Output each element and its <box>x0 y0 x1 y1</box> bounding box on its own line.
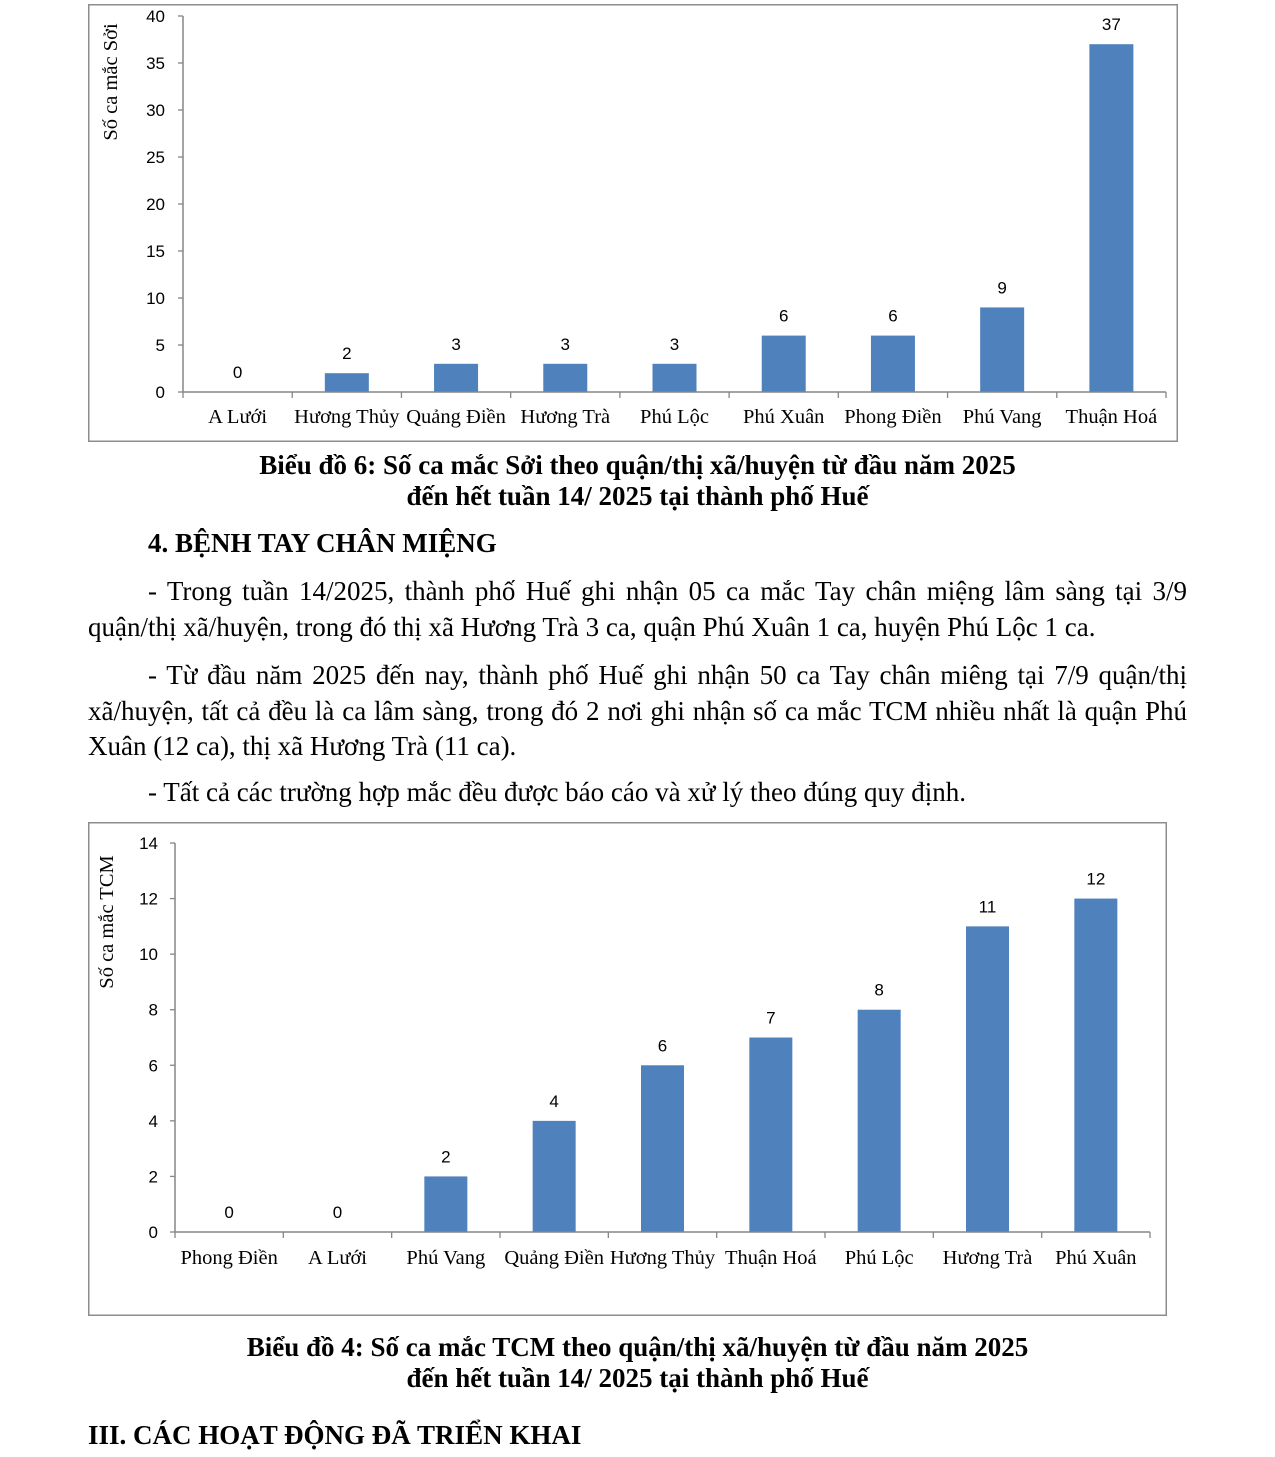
hfmd-chart-bar-value-label: 0 <box>224 1203 234 1222</box>
measles-chart-category-label: Hương Thủy <box>294 406 400 428</box>
measles-chart-bar <box>543 364 587 392</box>
measles-chart-category-label: Quảng Điền <box>406 406 506 428</box>
paragraph-weekly-cases: - Trong tuần 14/2025, thành phố Huế ghi nhận 05 ca mắc Tay chân miệng lâm sàng tại 3/9 quận/thị xã/huyện, trong đó thị xã Hương Trà 3 ca, quận Phú Xuân 1 ca, huyện Phú Lộc 1 ca. <box>88 576 1187 642</box>
measles-chart-y-tick-label: 20 <box>146 195 165 214</box>
hfmd-chart-bar-value-label: 2 <box>441 1147 451 1167</box>
hfmd-chart-caption-line1: Biểu đồ 4: Số ca mắc TCM theo quận/thị xã/huyện từ đầu năm 2025 <box>246 1332 1029 1362</box>
measles-chart-bar <box>762 336 806 392</box>
measles-chart-bar-value-label: 3 <box>451 334 461 354</box>
measles-chart-y-tick-label: 25 <box>146 148 165 167</box>
measles-chart-bar <box>325 373 369 392</box>
measles-chart-bar-value-label: 6 <box>778 306 789 326</box>
hfmd-chart-category-label: Phú Lộc <box>844 1247 914 1269</box>
measles-chart-bar-value-label: 2 <box>342 344 352 364</box>
paragraph-reporting: - Tất cả các trường hợp mắc đều được báo cáo và xử lý theo đúng quy định. <box>148 777 966 807</box>
hfmd-chart-bar-value-label: 7 <box>766 1008 776 1028</box>
hfmd-chart-bar <box>1074 899 1117 1232</box>
measles-chart-bar-value-label: 3 <box>669 334 680 354</box>
hfmd-chart-y-tick-label: 0 <box>148 1223 158 1242</box>
measles-chart-bar <box>1089 44 1133 392</box>
measles-chart-bar-value-label: 3 <box>560 334 571 354</box>
hfmd-chart-y-tick-label: 2 <box>148 1167 158 1187</box>
hfmd-chart <box>88 822 1167 1316</box>
measles-chart-bar-value-label: 6 <box>888 306 898 326</box>
measles-chart-y-tick-label: 15 <box>146 242 165 261</box>
hfmd-chart-category-label: Phú Vang <box>406 1247 486 1269</box>
hfmd-chart-bar <box>424 1176 467 1232</box>
hfmd-chart-y-tick-label: 10 <box>139 945 158 965</box>
measles-chart-y-axis-title: Số ca mắc Sởi <box>100 23 122 141</box>
measles-chart-category-label: Phong Điền <box>844 406 942 428</box>
measles-chart-caption-line2: đến hết tuần 14/ 2025 tại thành phố Huế <box>406 481 869 511</box>
hfmd-chart-bar-value-label: 0 <box>332 1203 343 1222</box>
hfmd-chart-bar-value-label: 4 <box>549 1091 559 1111</box>
hfmd-chart-category-label: Quảng Điền <box>504 1247 604 1269</box>
measles-chart-y-tick-label: 5 <box>155 336 165 355</box>
hfmd-chart-bar-value-label: 8 <box>874 980 884 1000</box>
measles-chart-category-label: A Lưới <box>208 406 268 428</box>
hfmd-chart-bar <box>966 926 1009 1232</box>
measles-chart-category-label: Phú Vang <box>962 406 1042 428</box>
section-4-heading: 4. BỆNH TAY CHÂN MIỆNG <box>148 528 497 558</box>
hfmd-chart-bar <box>749 1038 792 1233</box>
measles-chart-category-label: Hương Trà <box>520 406 611 428</box>
hfmd-chart-category-label: Phú Xuân <box>1055 1247 1137 1269</box>
measles-chart-category-label: Phú Xuân <box>743 406 825 428</box>
measles-chart-bar <box>980 307 1024 392</box>
hfmd-chart-bar-value-label: 6 <box>657 1036 668 1056</box>
measles-chart-y-tick-label: 35 <box>146 54 165 73</box>
measles-chart-category-label: Thuận Hoá <box>1065 406 1158 428</box>
measles-chart-y-tick-label: 30 <box>146 101 165 120</box>
measles-chart-bar <box>434 364 478 392</box>
hfmd-chart-y-axis-title: Số ca mắc TCM <box>96 855 118 989</box>
measles-chart-bar <box>653 364 697 392</box>
hfmd-chart-bar <box>858 1010 901 1232</box>
hfmd-chart-category-label: Hương Trà <box>942 1247 1033 1269</box>
measles-chart-bar <box>871 336 915 392</box>
section-III-heading: III. CÁC HOẠT ĐỘNG ĐÃ TRIỂN KHAI <box>88 1420 582 1450</box>
measles-chart <box>88 4 1178 442</box>
hfmd-chart-bar <box>641 1065 684 1232</box>
hfmd-chart-bar-value-label: 11 <box>978 897 997 917</box>
hfmd-chart-y-tick-label: 12 <box>139 889 158 909</box>
hfmd-chart-category-label: Hương Thủy <box>609 1247 716 1269</box>
hfmd-chart-y-tick-label: 6 <box>148 1056 158 1076</box>
hfmd-chart-bar-value-label: 12 <box>1086 869 1106 889</box>
measles-chart-bar-value-label: 0 <box>232 363 243 382</box>
paragraph-cumulative-cases: - Từ đầu năm 2025 đến nay, thành phố Huế ghi nhận 50 ca Tay chân miêng tại 7/9 quận/thị xã/huyện, tất cả đều là ca lâm sàng, trong đó 2 nơi ghi nhận số ca mắc TCM nhiều nhất là quận Phú Xuân (12 ca), thị xã Hương Trà (11 ca). <box>88 660 1187 761</box>
measles-chart-y-tick-label: 40 <box>146 7 165 26</box>
hfmd-chart-y-tick-label: 14 <box>139 834 158 853</box>
hfmd-chart-caption-line2: đến hết tuần 14/ 2025 tại thành phố Huế <box>406 1363 869 1393</box>
hfmd-chart-category-label: Thuận Hoá <box>725 1247 817 1269</box>
hfmd-chart-y-tick-label: 8 <box>148 1000 158 1020</box>
hfmd-chart-caption <box>88 1332 1187 1394</box>
measles-chart-caption <box>88 450 1187 512</box>
measles-chart-caption-line1: Biểu đồ 6: Số ca mắc Sởi theo quận/thị xã/huyện từ đầu năm 2025 <box>259 450 1016 480</box>
measles-chart-category-label: Phú Lộc <box>640 406 709 428</box>
hfmd-chart-category-label: A Lưới <box>308 1247 367 1269</box>
measles-chart-bar-value-label: 9 <box>997 278 1007 298</box>
hfmd-chart-bar <box>533 1121 576 1232</box>
hfmd-chart-category-label: Phong Điền <box>180 1247 278 1269</box>
measles-chart-y-tick-label: 0 <box>155 383 165 402</box>
measles-chart-y-tick-label: 10 <box>146 289 165 308</box>
measles-chart-bar-value-label: 37 <box>1101 15 1121 35</box>
hfmd-chart-y-tick-label: 4 <box>148 1111 158 1131</box>
